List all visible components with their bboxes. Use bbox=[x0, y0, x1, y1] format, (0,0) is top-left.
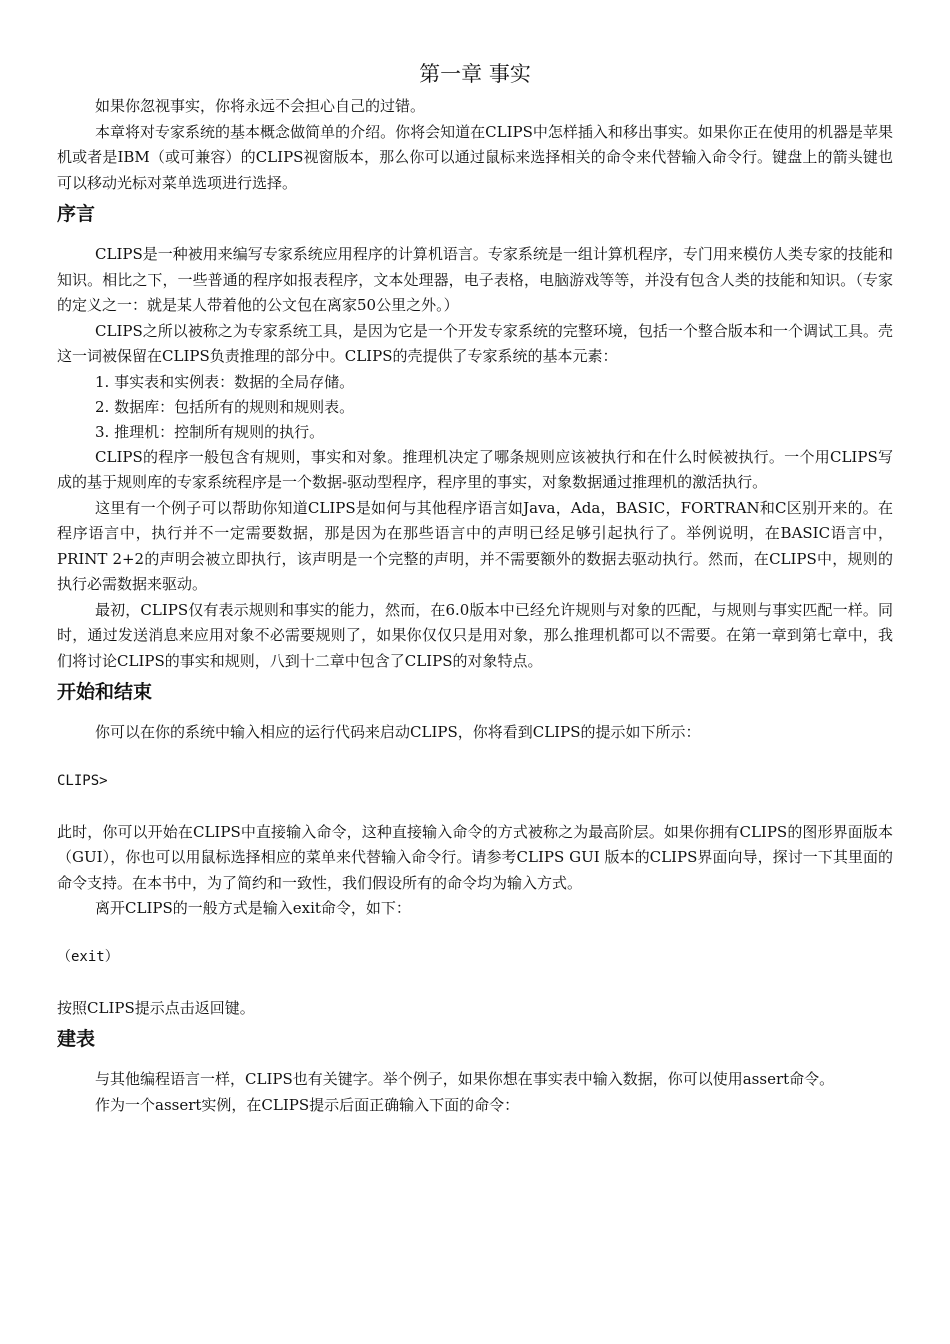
intro-paragraph: 本章将对专家系统的基本概念做简单的介绍。你将会知道在CLIPS中怎样插入和移出事实。如果你正在使用的机器是苹果机或者是IBM（或可兼容）的CLIPS视窗版本，那么你可以通过鼠标来选择相关的命令来代替输入命令行。键盘上的箭头键也可以移动光标对菜单选项进行选择。 bbox=[57, 122, 893, 192]
start-paragraph-2: 此时，你可以开始在CLIPS中直接输入命令，这种直接输入命令的方式被称之为最高阶层。如果你拥有CLIPS的图形界面版本（GUI），你也可以用鼠标选择相应的菜单来代替输入命令行。请参考CLIPS GUI 版本的CLIPS界面向导，探讨一下其里面的命令支持。在本书中，为了简约和一致性，我们假设所有的命令均为输入方式。 bbox=[57, 822, 893, 892]
section-heading-start-end: 开始和结束 bbox=[57, 681, 153, 703]
section-heading-preface: 序言 bbox=[57, 203, 96, 225]
preface-paragraph-2: CLIPS之所以被称之为专家系统工具，是因为它是一个开发专家系统的完整环境，包括一个整合版本和一个调试工具。壳这一词被保留在CLIPS负责推理的部分中。CLIPS的壳提供了专家系统的基本元素： bbox=[57, 321, 893, 365]
list-item: 2. 数据库：包括所有的规则和规则表。 bbox=[95, 397, 355, 416]
build-paragraph-2: 作为一个assert实例，在CLIPS提示后面正确输入下面的命令： bbox=[95, 1095, 520, 1114]
start-paragraph-3: 离开CLIPS的一般方式是输入exit命令，如下： bbox=[95, 899, 411, 917]
list-item: 3. 推理机：控制所有规则的执行。 bbox=[95, 422, 325, 441]
preface-paragraph-5: 最初，CLIPS仅有表示规则和事实的能力，然而，在6.0版本中已经允许规则与对象的匹配，与规则与事实匹配一样。同时，通过发送消息来应用对象不必需要规则了，如果你仅仅只是用对象，那么推理机都可以不需要。在第一章到第七章中，我们将讨论CLIPS的事实和规则，八到十二章中包含了CLIPS的对象特点。 bbox=[57, 600, 893, 670]
start-paragraph-4: 按照CLIPS提示点击返回键。 bbox=[57, 998, 255, 1017]
preface-paragraph-4: 这里有一个例子可以帮助你知道CLIPS是如何与其他程序语言如Java，Ada，BASIC，FORTRAN和C区别开来的。在程序语言中，执行并不一定需要数据，那是因为在那些语言中的声明已经足够引起执行了。举例说明，在BASIC语言中，PRINT 2+2的声明会被立即执行，该声明是一个完整的声明，并不需要额外的数据去驱动执行。然而，在CLIPS中，规则的执行必需数据来驱动。 bbox=[57, 498, 893, 593]
epigraph: 如果你忽视事实，你将永远不会担心自己的过错。 bbox=[95, 97, 426, 115]
document-page bbox=[57, 58, 893, 1118]
code-exit-command: （exit） bbox=[57, 948, 119, 965]
preface-paragraph-3: CLIPS的程序一般包含有规则，事实和对象。推理机决定了哪条规则应该被执行和在什么时候被执行。一个用CLIPS写成的基于规则库的专家系统程序是一个数据-驱动型程序，程序里的事实，对象数据通过推理机的激活执行。 bbox=[57, 447, 893, 491]
start-paragraph-1: 你可以在你的系统中输入相应的运行代码来启动CLIPS，你将看到CLIPS的提示如下所示： bbox=[95, 723, 701, 741]
build-paragraph-1: 与其他编程语言一样，CLIPS也有关键字。举个例子，如果你想在事实表中输入数据，你可以使用assert命令。 bbox=[95, 1070, 835, 1088]
code-clips-prompt: CLIPS> bbox=[57, 772, 108, 789]
chapter-title: 第一章 事实 bbox=[419, 62, 531, 86]
list-item: 1. 事实表和实例表：数据的全局存储。 bbox=[95, 372, 355, 391]
shell-elements-list bbox=[57, 370, 893, 445]
section-heading-build-table: 建表 bbox=[57, 1028, 96, 1050]
preface-paragraph-1: CLIPS是一种被用来编写专家系统应用程序的计算机语言。专家系统是一组计算机程序，专门用来模仿人类专家的技能和知识。相比之下，一些普通的程序如报表程序，文本处理器，电子表格，电脑游戏等等，并没有包含人类的技能和知识。（专家的定义之一：就是某人带着他的公文包在离家50公里之外。） bbox=[57, 245, 893, 314]
